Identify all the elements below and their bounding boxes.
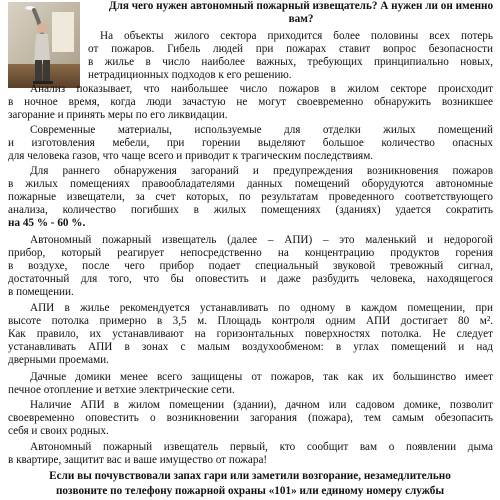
- p1-line-1: На объекты жилого сектора приходится более половины всех потерь: [100, 30, 493, 42]
- p8-line-3: себя и своих родных.: [8, 425, 109, 437]
- p9-line-2: в квартире, защитит вас и ваше имущество от пожара!: [8, 454, 268, 466]
- p3-line-3: для человека газов, что чаще всего и приводит к трагическим последствиям.: [8, 150, 374, 162]
- p3-line-1: Современные материалы, используемые для отделки жилых помещений: [30, 124, 493, 136]
- p2-line-3: загорание и принять меры по его ликвидации.: [8, 109, 228, 121]
- p1-line-3: в жилье в число наиболее важных, требующих принципиально новых,: [88, 56, 493, 68]
- p3-line-2: и изготовления мебели, при горении выделяют большое количество опасных: [8, 137, 493, 149]
- p7-line-2: печное отопление и ветхие электрические сети.: [8, 384, 235, 396]
- p6-line-1: АПИ в жилье рекомендуется устанавливать по одному в каждом помещении, при: [30, 302, 493, 314]
- p4-line-1: Для раннего обнаружения загораний и предупреждения возникновения пожаров: [30, 165, 493, 177]
- p6-line-5: дверными проемами.: [8, 354, 109, 366]
- p7-line-1: Дачные домики менее всего защищены от пожаров, так как их большинство имеет: [30, 371, 493, 383]
- p4-line-4: анализа, количество погибших в жилых помещениях (зданиях) удается сократить: [8, 204, 493, 216]
- footer-line-1: Если вы почувствовали запах гари или заметили возгорание, незамедлительно: [49, 470, 451, 482]
- p6-line-4: устанавливать АПИ в зонах с малым воздухообменом: в углах помещений и над: [8, 341, 493, 353]
- footer-line-2: позвоните по телефону пожарной охраны «101» или единому номеру службы: [55, 485, 445, 497]
- p1-line-2: от пожаров. Гибель людей при пожарах ставит вопрос безопасности: [88, 43, 493, 55]
- p5-line-1: Автономный пожарный извещатель (далее – АПИ) – это маленький и недорогой: [30, 234, 493, 246]
- photo-man-testing-smoke-detector: [8, 2, 80, 88]
- photo-illustration: [8, 2, 80, 88]
- p4-line-3: пожарные извещатели, за счет которых, по результатам проведенного соответствующего: [8, 191, 493, 203]
- p5-line-5: в помещении.: [8, 286, 74, 298]
- p5-line-2: прибор, который реагирует непосредственно на концентрацию продуктов горения: [8, 247, 493, 259]
- p2-line-2: в ночное время, когда люди зачастую не могут своевременно обнаружить возникшее: [8, 96, 493, 108]
- p8-line-2: своевременно оповестить о возникновении загорания (пожара), тем самым обезопасить: [8, 412, 493, 424]
- p5-line-4: достаточный для того, что бы оповестить и даже разбудить человека, находящегося: [8, 273, 493, 285]
- p9-line-1: Автономный пожарный извещатель первый, кто сообщит вам о появлении дыма: [30, 441, 493, 453]
- p1-line-4: нетрадиционных подходов к его решению.: [88, 69, 292, 81]
- p2-line-1: Анализ показывает, что наибольшее число пожаров в жилом секторе происходит: [30, 83, 493, 95]
- page-title: Для чего нужен автономный пожарный извещатель? А нужен ли он именно вам?: [108, 0, 494, 25]
- p8-line-1: Наличие АПИ в жилом помещении (здании), дачном или садовом домике, позволит: [30, 399, 493, 411]
- p5-line-3: в воздухе, после чего прибор подает специальный звуковой тревожный сигнал,: [8, 260, 493, 272]
- emergency-call-notice: [0, 469, 500, 499]
- p6-line-2: высоте потолка примерно в 3,5 м. Площадь контроля одним АПИ достигает 80 м².: [8, 315, 493, 327]
- p4-line-5-highlight: на 45 % - 60 %.: [8, 217, 86, 229]
- p6-line-3: Как правило, их устанавливают на горизонтальных поверхностях потолка. Не следует: [8, 328, 493, 340]
- p4-line-2: в жилых помещениях правообладателями данных помещений оборудуются автономные: [8, 178, 493, 190]
